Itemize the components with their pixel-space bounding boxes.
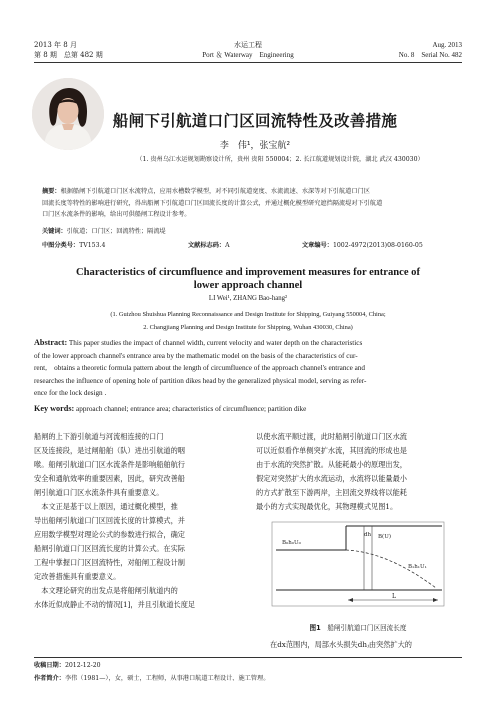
abstract-en: Abstract: This paper studies the impact of channel width, current velocity and water depth on the characteristics of the lower approach channel's entrance area by the mathematic model on the basis of the characteristics of cur- rent, obtains a theoretic formula pattern about the length of circumfluence of the approach channel's entrance and researches the influence of opening hole of partition dikes head by the generalized physical model, serving as refer- ence for the lock design . [34,338,367,398]
abstract-cn-line2: 回流长度等特性的影响进行研究，得出船闸下引航道口门区回流长度的计算公式，并通过概化模型研究遮挡隔流堤对下引航道 [42,199,383,207]
header-serial-en: No. 8 Serial No. 482 [398,51,462,59]
label-b1h1: B₁h₁U₁ [408,564,427,570]
affiliations-en: (1. Guizhou Shuishua Planning Reconnaissance and Design Institute for Shipping, Guiyang 550004, China; 2. Changjiang Planning and Design Institute for Shipping, Wuhan 430030, China) [110,311,386,331]
article-title-cn: 船闸下引航道口门区回流特性及改善措施 [112,112,398,130]
abstract-label-en: Abstract: [34,338,68,347]
figure-caption-label: 图1 [309,624,321,632]
abstract-label-cn: 摘要： [42,188,61,195]
keywords-value-cn: 引航道；口门区；回流特性；隔流堤 [66,228,166,235]
title-en-line1: Characteristics of circumfluence and improvement measures for entrance of [75,267,421,278]
body-right-line: 最小的方式实现最优化，其物理模式见图1。 [256,502,398,511]
arrow-left-icon [348,598,353,602]
body-left-column [34,430,240,612]
affiliations-cn: （1. 贵州乌江水运规划勘察设计所，贵州 贵阳 550004；2. 长江航道规划设计院，湖北 武汉 430030） [136,156,424,163]
header-date-en: Aug. 2013 [432,41,462,49]
header-rule [34,62,462,63]
footnote-received: 收稿日期：2012-12-20 [34,662,101,669]
keywords-en: Key words: approach channel; entrance area; characteristics of circumfluence; partition dike [34,404,307,413]
body-left-line: 船闸的上下游引航道与河流相连接的口门 [34,432,164,441]
body-left-line: 区及连接段，是过闸船舶（队）进出引航道的咽 [34,446,185,455]
label-bu: B(U) [378,534,391,540]
body-right-line: 假定对突然扩大的水流运动，水流将以能量最小 [256,474,407,483]
label-b0h0: B₀h₀U₀ [282,540,301,546]
body-right-line: 以使水流平顺过渡，此时船闸引航道口门区水流 [256,432,407,441]
header-date: 2013 年 8 月 [34,41,77,49]
abstract-cn [42,186,462,221]
body-right-line: 由于水流的突然扩散。从能耗最小的原理出发， [256,460,407,469]
body-right-line: 的方式扩散至下游两岸，主回流交界线将以能耗 [256,488,407,497]
keywords-label-en: Key words: [34,404,75,413]
body-right-column [256,430,462,514]
figure-diagram [268,516,448,616]
author-photo [32,78,104,150]
journal-name-cn: 水运工程 [234,41,262,49]
header-right [399,40,462,60]
header-left [34,40,103,60]
label-dh: dh [364,532,372,538]
body-right-continued: 在dx范围内，局部水头损失dhⱼ由突然扩大的 [270,640,412,649]
footer-rule [34,657,462,658]
body-left-line: 水体近似成静止不动的情况[1]，并且引航道长度足 [34,600,196,609]
header-issue: 第 8 期 总第 482 期 [34,51,103,59]
abstract-cn-line1: 根据船闸下引航道口门区水流特点，应用水槽数学模型，对不同引航道宽度、水流流速、水深等对下引航道口门区 [60,188,370,195]
body-left-line: 本文正是基于以上原因，通过概化模型，推 [34,502,178,511]
body-left-line: 喉。船闸引航道口门区水流条件是影响船舶航行 [34,460,185,469]
title-en-line2: lower approach channel [193,280,303,291]
document-code: 文献标志码：A [188,242,230,249]
body-left-line: 安全和通航效率的重要因素，因此，研究改善船 [34,474,185,483]
body-left-line: 本文理论研究的出发点是将船闸引航道内的 [34,586,178,595]
body-left-line: 工程中掌握口门区回流特性，对船闸工程设计制 [34,558,185,567]
abstract-cn-line3: 口门区水流条件的影响，给出可供船闸工程设计参考。 [42,211,191,218]
body-left-line: 导出船闸引航道口门区回流长度的计算模式，并 [34,516,185,525]
body-right-line: 可以近似看作单侧突扩水流，其回流的形成也是 [256,446,407,455]
body-left-line: 闸引航道口门区水流条件具有重要意义。 [34,488,164,497]
keywords-label-cn: 关键词： [42,228,67,235]
figure-caption-text: 船闸引航道口门区回流长度 [327,624,407,632]
authors-cn: 李 伟¹，张宝航² [219,141,291,151]
keywords-cn [42,226,166,238]
header-center [200,40,296,60]
article-id: 文章编号：1002-4972(2013)08-0160-05 [302,242,423,249]
body-left-line: 船闸引航道口门区回流长度的计算公式。在实际 [34,544,185,553]
arrow-right-icon [433,598,438,602]
clc-number: 中图分类号：TV153.4 [42,242,106,249]
footnote-author-bio: 作者简介：李伟（1981—），女，硕士，工程师，从事港口航道工程设计、施工管理。 [34,675,270,682]
journal-name-en: Port ＆ Waterway Engineering [202,51,294,59]
body-left-line: 定改善措施具有重要意义。 [34,572,121,581]
figure-caption [268,622,448,632]
label-length: L [392,593,396,600]
article-title-en [34,266,462,292]
figure-1 [268,516,448,616]
authors-en: LI Wei¹, ZHANG Bao-hang² [208,295,288,302]
body-left-line: 应用数学模型对理论公式的参数进行拟合，确定 [34,530,185,539]
